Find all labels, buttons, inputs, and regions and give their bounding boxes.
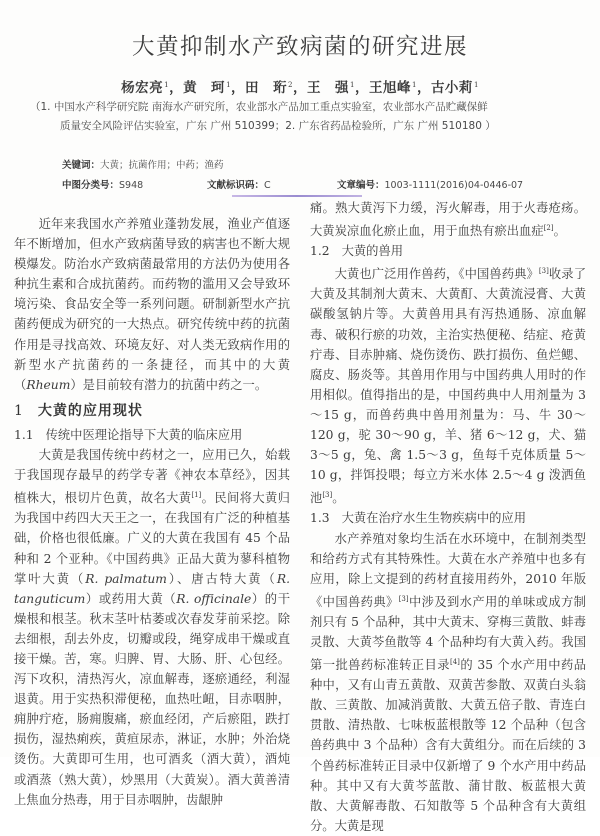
keywords	[62, 157, 224, 171]
affiliation-line-1: （1. 中国水产科学研究院 南海水产研究所，农业部水产品加工重点实验室，农业部水产品贮藏保鲜	[30, 101, 488, 113]
author: 王 强$^1$	[307, 80, 355, 96]
paragraph-clinical-use: 大黄是我国传统中药材之一，应用已久，始载于我国现存最早的药学专著《神农本草经》，因其植株大，根切片色黄，故名大黄[1]。民间将大黄归为我国中药四大天王之一，在我国有广泛的种植基础，价格也很低廉。广义的大黄在我国有 45 个品种和 2 个亚种。《中国药典》正品大黄为蓼科植物掌叶大黄（R. palmatum）、唐古特大黄（R. tanguticum）或药用大黄（R. officinale）的干燥根和根茎。秋末茎叶枯萎或次春发芽前采挖。除去细根，刮去外皮，切瓣或段，绳穿成串干燥或直接干燥。苦，寒。归脾、胃、大肠、肝、心包经。泻下攻积，清热泻火，凉血解毒，逐瘀通经，利湿退黄。用于实热积滞便秘，血热吐衄，目赤咽肿，痈肿疔疮，肠痈腹痛，瘀血经闭，产后瘀阻，跌打损伤，湿热痢疾，黄疸尿赤，淋证，水肿；外治烧烫伤。大黄即可生用，也可酒炙（酒大黄），酒炖或酒蒸（熟大黄），炒黑用（大黄炭）。酒大黄善清上焦血分热毒，用于目赤咽肿，齿龈肿	[14, 448, 290, 807]
author: 王旭峰$^1$	[368, 80, 417, 96]
intro-paragraph: 近年来我国水产养殖业蓬勃发展，渔业产值逐年不断增加，但水产致病菌导致的病害也不断大规模爆发。防治水产致病菌最常用的方法仍为使用各种抗生素和合成抗菌药。而药物的滥用又会导致环境污染、食品安全等一系列问题。研制新型水产抗菌药便成为研究的一大热点。研究传统中药的抗菌作用是寻找高效、环境友好、对人类无致病作用的新型水产抗菌药的一条捷径，而其中的大黄（Rheum）是目前较有潜力的抗菌中药之一。	[14, 217, 290, 392]
citation: [3]	[322, 491, 333, 500]
document-code: 文献标识码：C	[207, 180, 271, 191]
subsection-heading-1-2: 1.2 大黄的兽用	[310, 244, 404, 259]
clc-number: 中图分类号：S948	[62, 180, 144, 191]
citation: [1]	[191, 491, 202, 500]
author: 杨宏亮$^1$	[121, 80, 170, 96]
left-column	[14, 214, 290, 810]
article-title: 大黄抑制水产致病菌的研究进展	[131, 34, 468, 61]
affiliation-line-2: 质量安全风险评估实验室，广东 广州 510399；2. 广东省药品检验所，广东 广州 510180 ）	[60, 120, 496, 132]
affiliations	[30, 98, 590, 136]
header-divider	[232, 195, 362, 197]
author: 黄 珂$^1$	[183, 80, 232, 96]
author: 田 珩$^2$	[245, 80, 293, 96]
citation: [2]	[543, 224, 554, 233]
right-column	[310, 198, 586, 836]
citation: [3]	[538, 267, 549, 276]
citation: [4]	[449, 658, 460, 667]
keywords-label: 关键词：	[62, 160, 101, 171]
subsection-heading-1-1: 1.1 传统中医理论指导下大黄的临床应用	[14, 427, 243, 442]
citation: [3]	[398, 594, 409, 603]
article-number: 文章编号：1003-1111(2016)04-0446-07	[337, 180, 524, 191]
paragraph-continued: 痛。熟大黄泻下力缓，泻火解毒，用于火毒疮疡。大黄炭凉血化瘀止血，用于血热有瘀出血症[2]。	[310, 201, 586, 239]
paragraph-aquaculture-use: 水产养殖对象均生活在水环境中，在制剂类型和给药方式有其特殊性。大黄在水产养殖中也多有应用，除上文提到的药材直接用药外，2010 年版《中国兽药典》[3]中涉及到水产用的单味或成方制剂只有 5 个品种，其中大黄末、穿梅三黄散、蚌毒灵散、大黄芩鱼散等 4 个品种均有大黄入药。我国第一批兽药标准转正目录[4]的 35 个水产用中药品种中，又有山青五黄散、双黄苦参散、双黄白头翁散、三黄散、加减消黄散、大黄五倍子散、青连白贯散、清热散、七味板蓝根散等 12 个品种（包含兽药典中 3 个品种）含有大黄组分。而在后续的 3 个兽药标准转正目录中仅新增了 9 个水产用中药品种。其中又有大黄芩蓝散、蒲甘散、板蓝根大黄散、大黄解毒散、石知散等 5 个品种含有大黄组分。大黄是现	[310, 531, 586, 833]
keywords-value: 大黄；抗菌作用；中药；渔药	[100, 160, 224, 171]
section-heading-1: 1 大黄的应用现状	[14, 402, 143, 419]
author-list: 杨宏亮$^1$，黄 珂$^1$，田 珩$^2$，王 强$^1$，王旭峰$^1$，古小莉$^1$	[121, 80, 479, 96]
paragraph-veterinary-use: 大黄也广泛用作兽药，《中国兽药典》[3]收录了大黄及其制剂大黄末、大黄酊、大黄流浸膏、大黄碳酸氢钠片等。大黄兽用具有泻热通肠、凉血解毒、破积行瘀的功效，主治实热便秘、结症、疮黄疔毒、目赤肿痛、烧伤烫伤、跌打损伤、鱼烂鳃、腐皮、肠炎等。其兽用作用与中国药典人用时的作用相似。值得指出的是，中国药典中人用剂量为 3～15 g，而兽药典中兽用剂量为：马、牛 30～120 g，驼 30～90 g，羊、猪 6～12 g，犬、猫 3～5 g，兔、禽 1.5～3 g，鱼每千克体质量 5～10 g，拌饵投喂；每立方米水体 2.5～4 g 泼洒鱼池[3]。	[310, 267, 586, 506]
subsection-heading-1-3: 1.3 大黄在治疗水生生物疾病中的应用	[310, 511, 527, 526]
author: 古小莉$^1$	[430, 80, 479, 96]
